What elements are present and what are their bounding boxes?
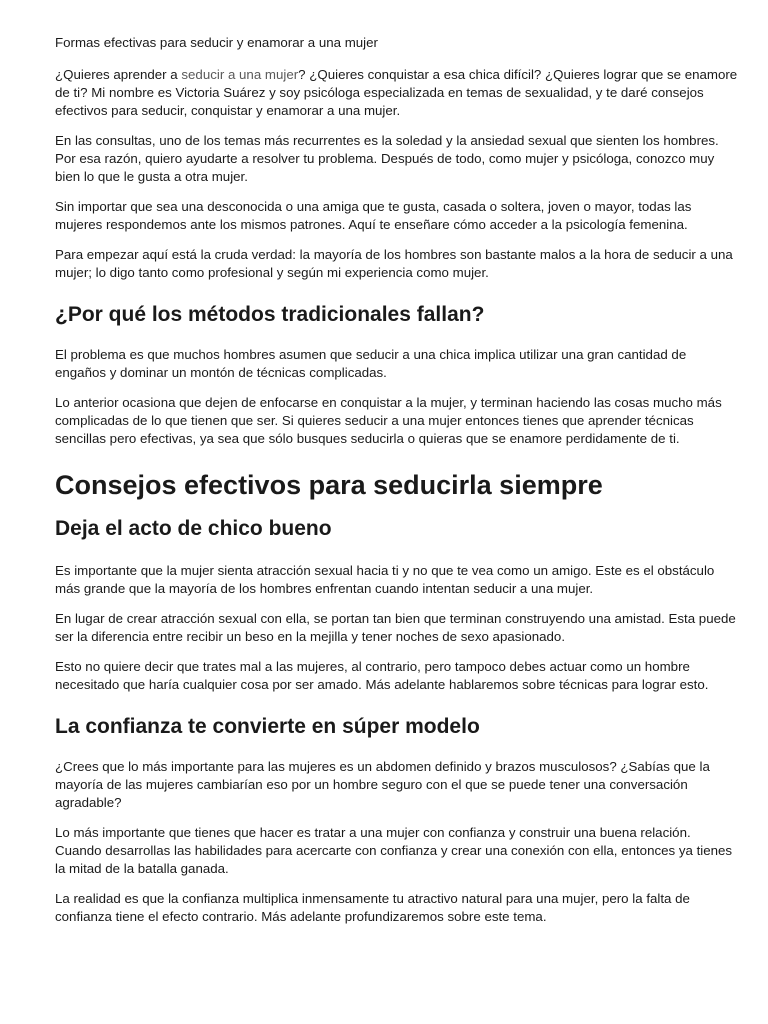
- paragraph-4: Para empezar aquí está la cruda verdad: la mayoría de los hombres son bastante malos a la hora de seducir a una mujer; lo digo tanto como profesional y según mi experiencia como mujer.: [55, 247, 733, 280]
- paragraph-11: Lo más importante que tienes que hacer es tratar a una mujer con confianza y construir una buena relación. Cuando desarrollas las habilidades para acercarte con confianza y crear una conexión con ella, entonces ya tienes la mitad de la batalla ganada.: [55, 825, 733, 876]
- paragraph-9: Esto no quiere decir que trates mal a las mujeres, al contrario, pero tampoco debes actuar como un hombre necesitado que haría cualquier cosa por ser amado. Más adelante hablaremos sobre técnicas para lograr esto.: [55, 659, 709, 692]
- paragraph-5: El problema es que muchos hombres asumen que seducir a una chica implica utilizar una gran cantidad de engaños y dominar un montón de técnicas complicadas.: [55, 347, 687, 380]
- paragraph-2: En las consultas, uno de los temas más recurrentes es la soledad y la ansiedad sexual que sienten los hombres. Por esa razón, quiero ayudarte a resolver tu problema. Después de todo, como mujer y psicóloga, conozco muy bien lo que le gusta a otra mujer.: [55, 133, 719, 184]
- heading-confidence: La confianza te convierte en súper modelo: [55, 715, 480, 738]
- heading-main: Consejos efectivos para seducirla siempre: [55, 470, 603, 500]
- paragraph-1-end: ? ¿Quieres conquistar a esa chica difícil? ¿Quieres lograr que se enamore de ti? Mi nombre es Victoria Suárez y soy psicóloga especializada en temas de sexualidad, y te daré consejos efectivos para seducir, conquistar y enamorar a una mujer.: [55, 67, 738, 118]
- heading-methods: ¿Por qué los métodos tradicionales fallan?: [55, 303, 485, 326]
- paragraph-12: La realidad es que la confianza multiplica inmensamente tu atractivo natural para una mujer, pero la falta de confianza tiene el efecto contrario. Más adelante profundizaremos sobre este tema.: [55, 891, 690, 924]
- paragraph-8: En lugar de crear atracción sexual con ella, se portan tan bien que terminan construyendo una amistad. Esta puede ser la diferencia entre recibir un beso en la mejilla y tener noches de sexo apasionado.: [55, 611, 736, 644]
- paragraph-3: Sin importar que sea una desconocida o una amiga que te gusta, casada o soltera, joven o mayor, todas las mujeres respondemos ante los mismos patrones. Aquí te enseñare cómo acceder a la psicología femenina.: [55, 199, 692, 232]
- intro-title: Formas efectivas para seducir y enamorar a una mujer: [55, 35, 378, 50]
- paragraph-6: Lo anterior ocasiona que dejen de enfocarse en conquistar a la mujer, y terminan haciendo las cosas mucho más complicadas de lo que tienen que ser. Si quieres seducir a una mujer entonces tienes que aprender técnicas sencillas pero efectivas, ya sea que sólo busques seducirla o quieras que se enamore perdidamente de ti.: [55, 395, 722, 446]
- heading-nice-guy: Deja el acto de chico bueno: [55, 517, 332, 540]
- paragraph-1: [55, 66, 738, 120]
- seducir-link[interactable]: seducir a una mujer: [181, 67, 299, 82]
- paragraph-7: Es importante que la mujer sienta atracción sexual hacia ti y no que te vea como un amigo. Este es el obstáculo más grande que la mayoría de los hombres enfrentan cuando intentan seducir a una mujer.: [55, 563, 715, 596]
- paragraph-1-start: ¿Quieres aprender a: [55, 67, 182, 82]
- paragraph-10: ¿Crees que lo más importante para las mujeres es un abdomen definido y brazos musculosos? ¿Sabías que la mayoría de las mujeres cambiarían eso por un hombre seguro con el que se puede tener una conversación agradable?: [55, 759, 710, 810]
